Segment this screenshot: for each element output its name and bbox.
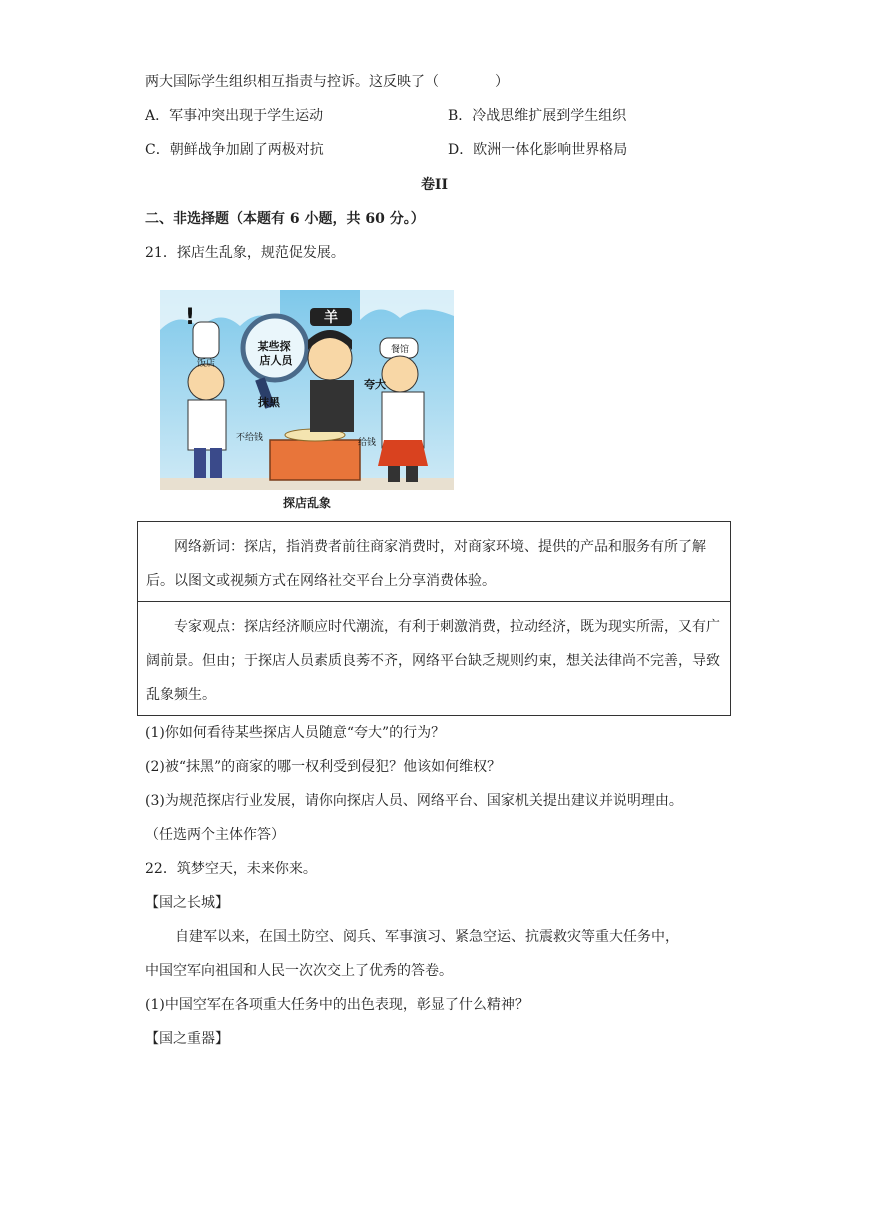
- volume-title: 卷II: [420, 177, 449, 193]
- q21-stem: 21．探店生乱象，规范促发展。: [145, 245, 345, 261]
- bugeiqian-label: 不给钱: [236, 433, 264, 443]
- cartoon-figure: [160, 290, 454, 498]
- fandian-label: 饭店: [196, 359, 216, 369]
- q22-heading-1: 【国之长城】: [145, 895, 229, 911]
- chef-body-left: [188, 400, 226, 450]
- q22-para1-line1: 自建军以来，在国土防空、阅兵、军事演习、紧急空运、抗震救灾等重大任务中，: [175, 929, 679, 945]
- chef-leg-left: [194, 448, 206, 478]
- q22-para1-line2: 中国空军向祖国和人民一次次交上了优秀的答卷。: [145, 963, 453, 979]
- chef-face-right: [382, 356, 418, 392]
- q20-option-a: A．军事冲突出现于学生运动: [145, 108, 324, 124]
- q22-heading-2: 【国之重器】: [145, 1031, 229, 1047]
- section-title: 二、非选择题（本题有 6 小题，共 60 分。）: [145, 211, 425, 227]
- expert-view-box: [137, 601, 731, 716]
- q21-sub3: (3)为规范探店行业发展，请你向探店人员、网络平台、国家机关提出建议并说明理由。: [145, 793, 683, 809]
- definition-box: [137, 521, 731, 602]
- influencer-body: [310, 380, 354, 432]
- table-shape: [270, 440, 360, 480]
- q21-sub1: (1)你如何看待某些探店人员随意“夸大”的行为？: [145, 725, 446, 741]
- chef-leg-right-2: [406, 466, 418, 482]
- magnifier-label: 某些探 店人员: [257, 340, 293, 367]
- chef-leg-right: [388, 466, 400, 482]
- q22-sub1: (1)中国空军在各项重大任务中的出色表现，彰显了什么精神？: [145, 997, 529, 1013]
- q20-option-c: C．朝鲜战争加剧了两极对抗: [145, 142, 324, 158]
- q22-stem: 22．筑梦空天，未来你来。: [145, 861, 317, 877]
- definition-text: 网络新词：探店，指消费者前往商家消费时，对商家环境、提供的产品和服务有所了解后。以图文或视频方式在网络社交平台上分享消费体验。: [146, 539, 706, 589]
- chef-face-left: [188, 364, 224, 400]
- q20-option-d: D．欧洲一体化影响世界格局: [448, 142, 628, 158]
- chef-hat-left: [193, 322, 219, 358]
- cartoon-caption: 探店乱象: [282, 496, 331, 510]
- chef-apron-right: [378, 440, 428, 466]
- mohei-label: 抹黑: [258, 396, 280, 409]
- exclaim-label: !: [184, 305, 196, 330]
- q20-stem-tail: 两大国际学生组织相互指责与控诉。这反映了（ ）: [145, 74, 509, 90]
- q20-option-b: B．冷战思维扩展到学生组织: [448, 108, 627, 124]
- kuada-label: 夸大: [364, 378, 386, 391]
- expert-view-text: 专家观点：探店经济顺应时代潮流，有利于刺激消费，拉动经济，既为现实所需，又有广阔前景。但由；于探店人员素质良莠不齐，网络平台缺乏规则约束，想关法律尚不完善，导致乱象频生。: [146, 619, 720, 703]
- canguan-label: 餐馆: [390, 345, 410, 355]
- yang-label: 羊: [324, 310, 338, 326]
- q21-sub3-note: （任选两个主体作答）: [145, 827, 285, 843]
- chef-body-right: [382, 392, 424, 448]
- chef-leg-left-2: [210, 448, 222, 478]
- geiqian-label: 给钱: [358, 438, 377, 448]
- q21-sub2: (2)被“抹黑”的商家的哪一权利受到侵犯？他该如何维权？: [145, 759, 502, 775]
